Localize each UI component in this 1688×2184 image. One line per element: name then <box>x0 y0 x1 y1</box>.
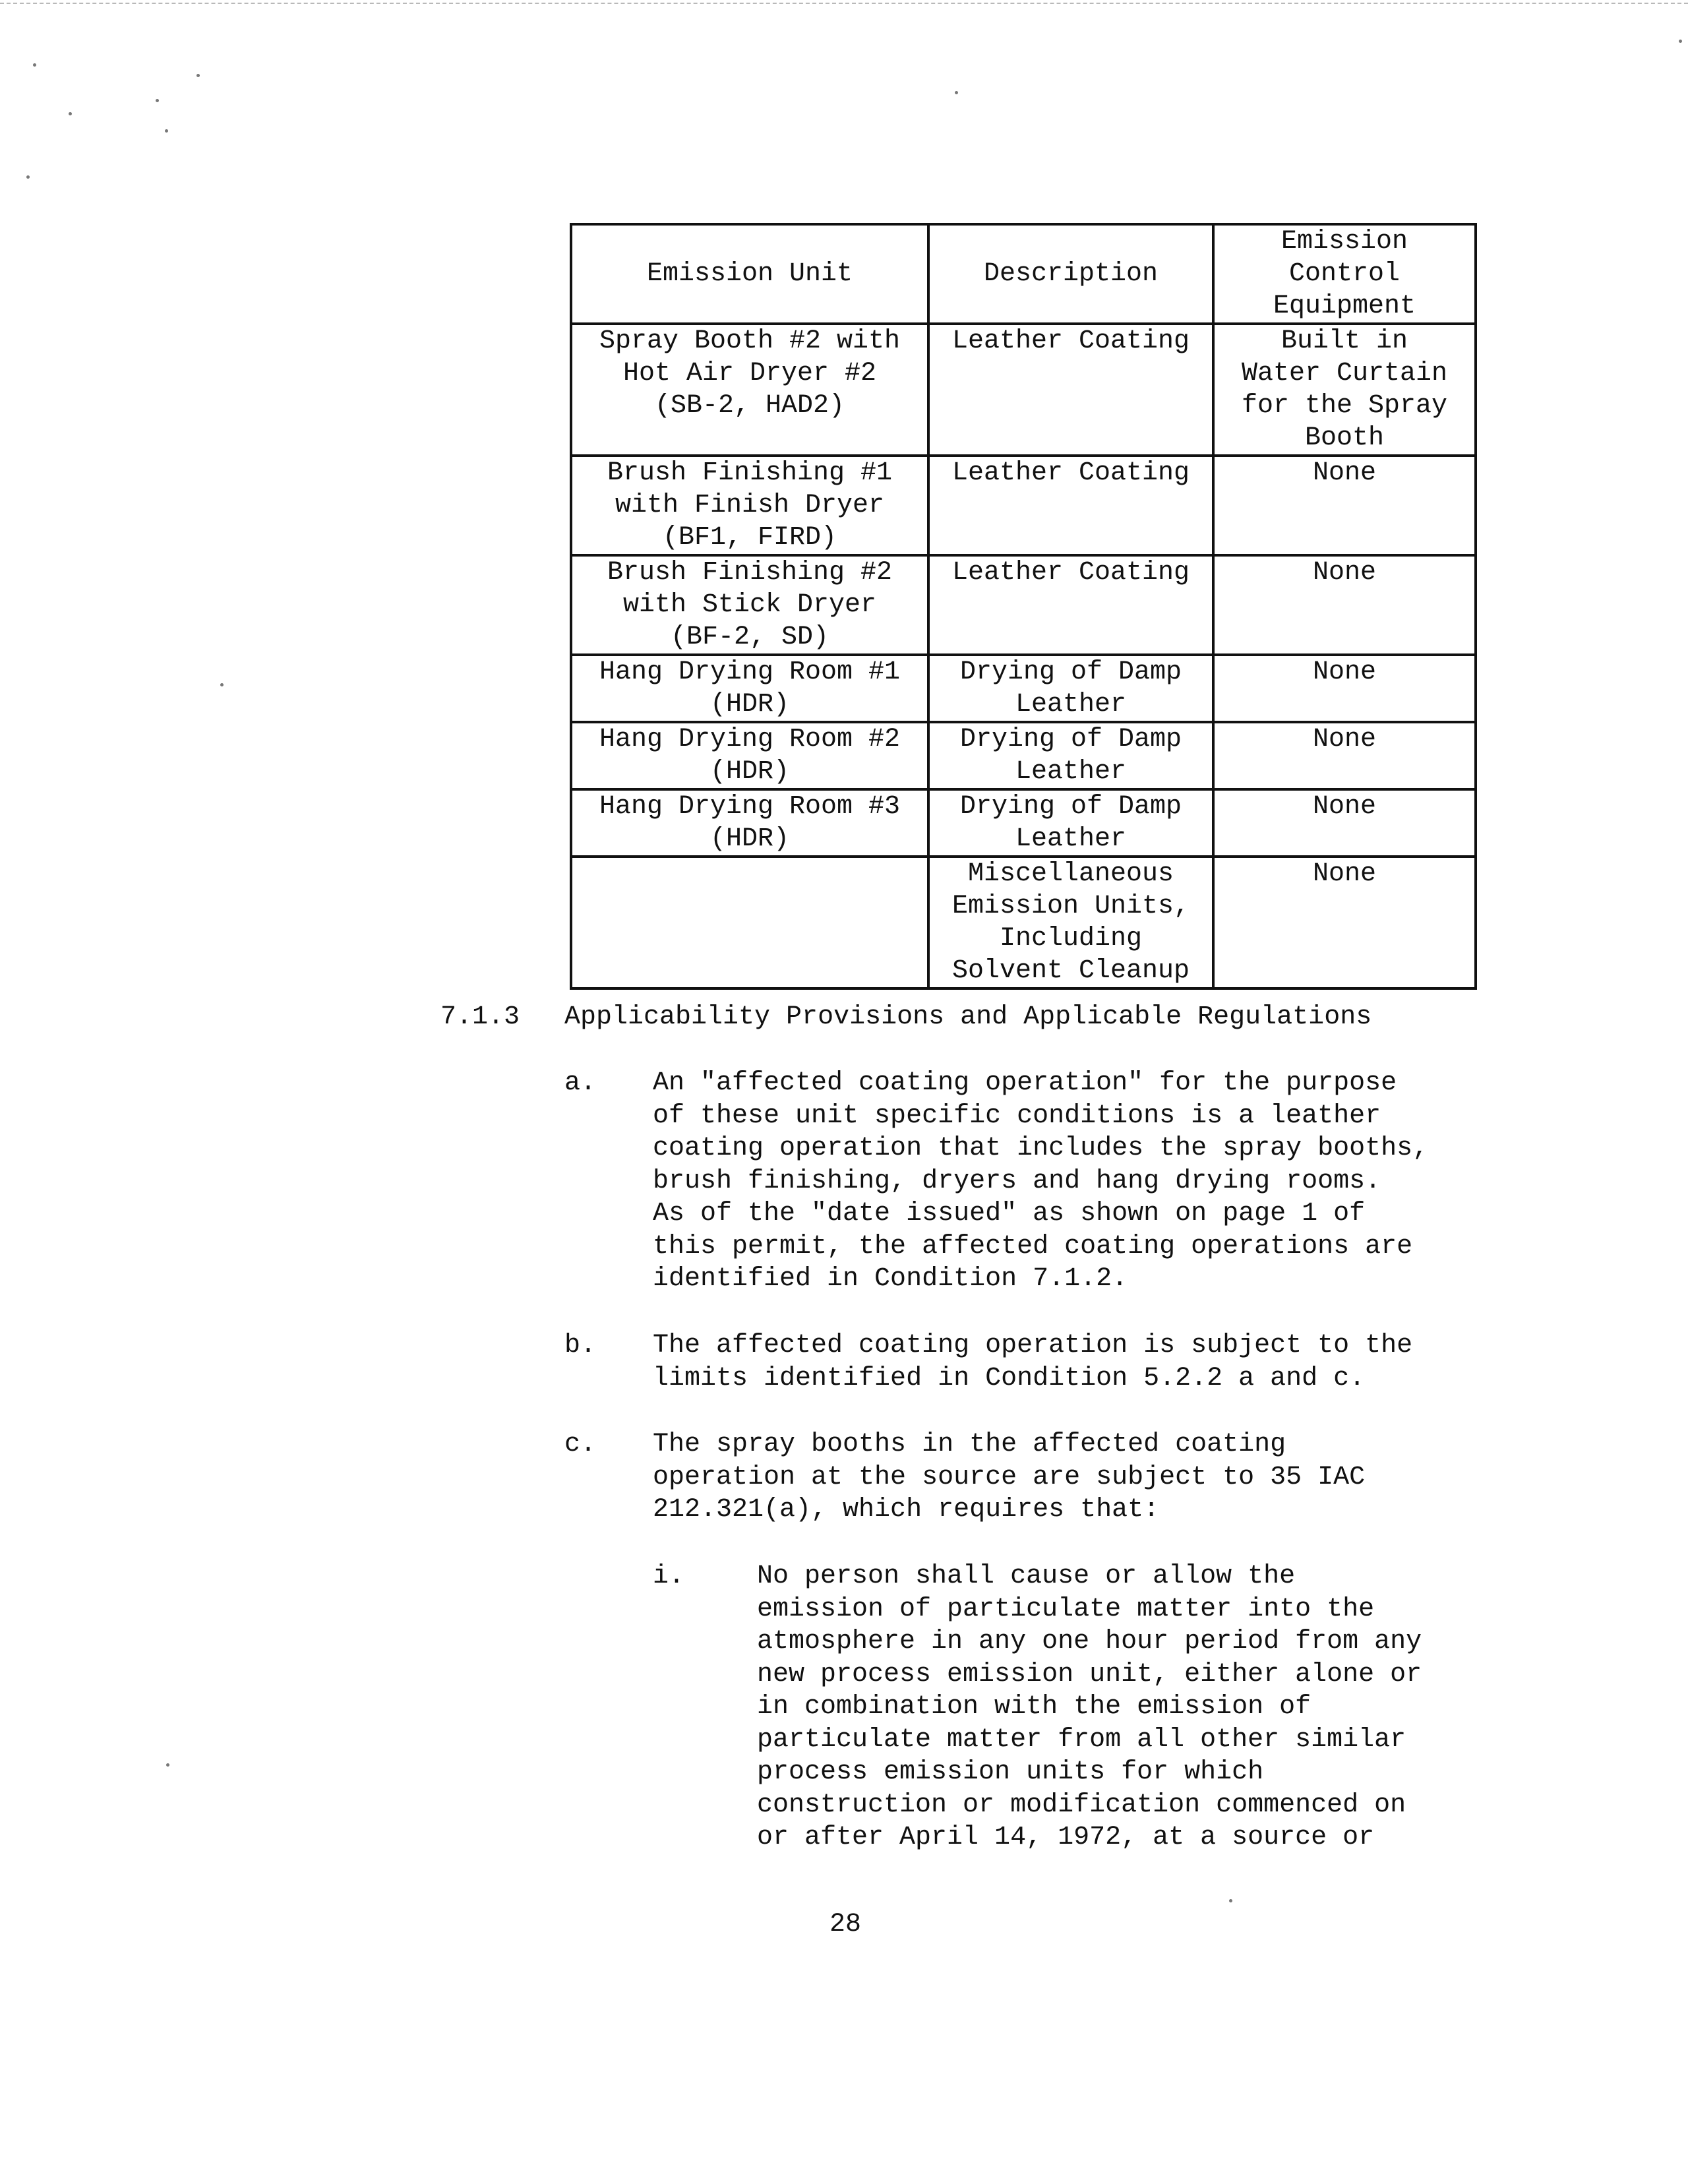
item-text-a: An "affected coating operation" for the purpose of these unit specific conditions is a leather coating operation that includes the spray booths, brush finishing, dryers and hang drying rooms. As of the "date issued" as shown on page 1 of this permit, the affected coating operations are identified in Condition 7.1.2. <box>653 1068 1429 1294</box>
table-row <box>571 857 1476 988</box>
scan-speck <box>26 175 30 179</box>
subitem-label-i: i. <box>653 1562 685 1591</box>
item-text-b: The affected coating operation is subject to the limits identified in Condition 5.2.2 a and c. <box>653 1331 1413 1393</box>
cell-emission-unit: Brush Finishing #1 with Finish Dryer (BF1, FIRD) <box>571 456 928 555</box>
section-title: Applicability Provisions and Applicable Regulations <box>564 1002 1372 1032</box>
cell-description: Drying of Damp Leather <box>928 722 1213 789</box>
cell-control-equipment: None <box>1213 857 1476 988</box>
header-description: Description <box>928 224 1213 324</box>
cell-description: Leather Coating <box>928 456 1213 555</box>
table-row <box>571 722 1476 789</box>
table-row <box>571 555 1476 655</box>
cell-emission-unit <box>571 857 928 988</box>
header-control-equipment: Emission Control Equipment <box>1213 224 1476 324</box>
table-row <box>571 655 1476 722</box>
scan-speck <box>156 99 159 102</box>
cell-description: Leather Coating <box>928 324 1213 456</box>
scan-speck <box>165 129 168 133</box>
page-number: 28 <box>829 1910 862 1939</box>
scan-speck <box>1229 1899 1232 1902</box>
scan-speck <box>69 112 72 115</box>
emission-units-table <box>570 223 1477 990</box>
cell-emission-unit: Spray Booth #2 with Hot Air Dryer #2 (SB-2, HAD2) <box>571 324 928 456</box>
table-header-row <box>571 224 1476 324</box>
scan-speck <box>955 91 958 94</box>
table-row <box>571 456 1476 555</box>
cell-emission-unit: Hang Drying Room #3 (HDR) <box>571 789 928 857</box>
cell-control-equipment: None <box>1213 655 1476 722</box>
section-number: 7.1.3 <box>440 1002 520 1032</box>
item-label-a: a. <box>564 1068 597 1098</box>
cell-description: Drying of Damp Leather <box>928 655 1213 722</box>
cell-emission-unit: Brush Finishing #2 with Stick Dryer (BF-2, SD) <box>571 555 928 655</box>
item-label-c: c. <box>564 1430 597 1459</box>
subitem-text-i: No person shall cause or allow the emission of particulate matter into the atmosphere in any one hour period from any new process emission unit, either alone or in combination with the emission of particulate matter from all other similar process emission units for which construction or modification commenced on or after April 14, 1972, at a source or <box>757 1562 1422 1852</box>
item-text-c: The spray booths in the affected coating operation at the source are subject to 35 IAC 212.321(a), which requires that: <box>653 1430 1366 1525</box>
cell-description: Miscellaneous Emission Units, Including Solvent Cleanup <box>928 857 1213 988</box>
scan-speck <box>166 1763 169 1767</box>
cell-description: Leather Coating <box>928 555 1213 655</box>
item-label-b: b. <box>564 1331 597 1360</box>
header-emission-unit: Emission Unit <box>571 224 928 324</box>
table-row <box>571 789 1476 857</box>
cell-control-equipment: None <box>1213 456 1476 555</box>
cell-control-equipment: None <box>1213 789 1476 857</box>
scan-speck <box>196 74 200 77</box>
scan-speck <box>220 683 224 686</box>
scan-speck <box>33 63 36 67</box>
cell-emission-unit: Hang Drying Room #1 (HDR) <box>571 655 928 722</box>
cell-emission-unit: Hang Drying Room #2 (HDR) <box>571 722 928 789</box>
cell-control-equipment: Built in Water Curtain for the Spray Booth <box>1213 324 1476 456</box>
table-row <box>571 324 1476 456</box>
scan-top-edge <box>0 3 1688 4</box>
cell-control-equipment: None <box>1213 555 1476 655</box>
cell-description: Drying of Damp Leather <box>928 789 1213 857</box>
cell-control-equipment: None <box>1213 722 1476 789</box>
scan-speck <box>1679 40 1682 43</box>
